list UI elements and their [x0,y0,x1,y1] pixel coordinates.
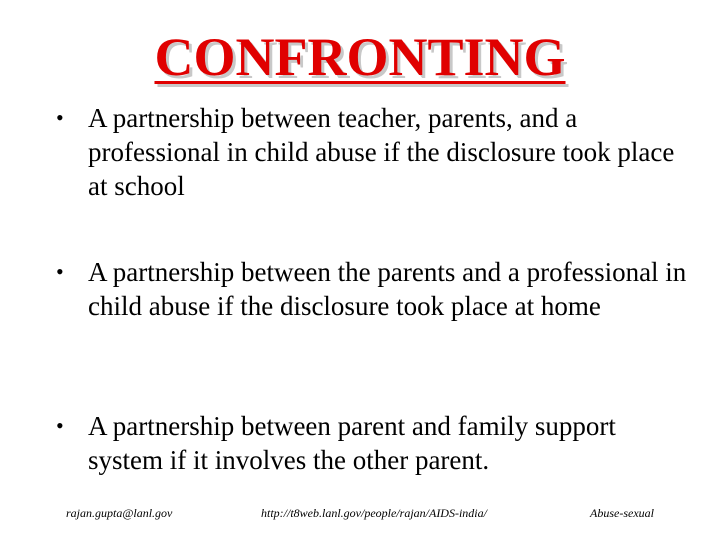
footer-url: http://t8web.lanl.gov/people/rajan/AIDS-india/ [261,506,487,520]
footer-email: rajan.gupta@lanl.gov [66,506,173,520]
bullet-item [56,409,696,477]
bullet-text: A partnership between parent and family support system if it involves the other parent. [88,411,616,475]
slide-footer [0,506,720,526]
bullet-icon: • [56,105,64,130]
slide-title-text: CONFRONTING [154,27,566,87]
footer-topic: Abuse-sexual [590,506,654,520]
bullet-item [56,101,696,203]
bullet-icon: • [56,413,64,438]
bullet-icon: • [56,259,64,284]
bullet-text: A partnership between the parents and a professional in child abuse if the disclosure took place at home [88,257,687,321]
bullet-item [56,255,696,323]
bullet-text: A partnership between teacher, parents, and a professional in child abuse if the disclosure took place at school [88,103,675,201]
